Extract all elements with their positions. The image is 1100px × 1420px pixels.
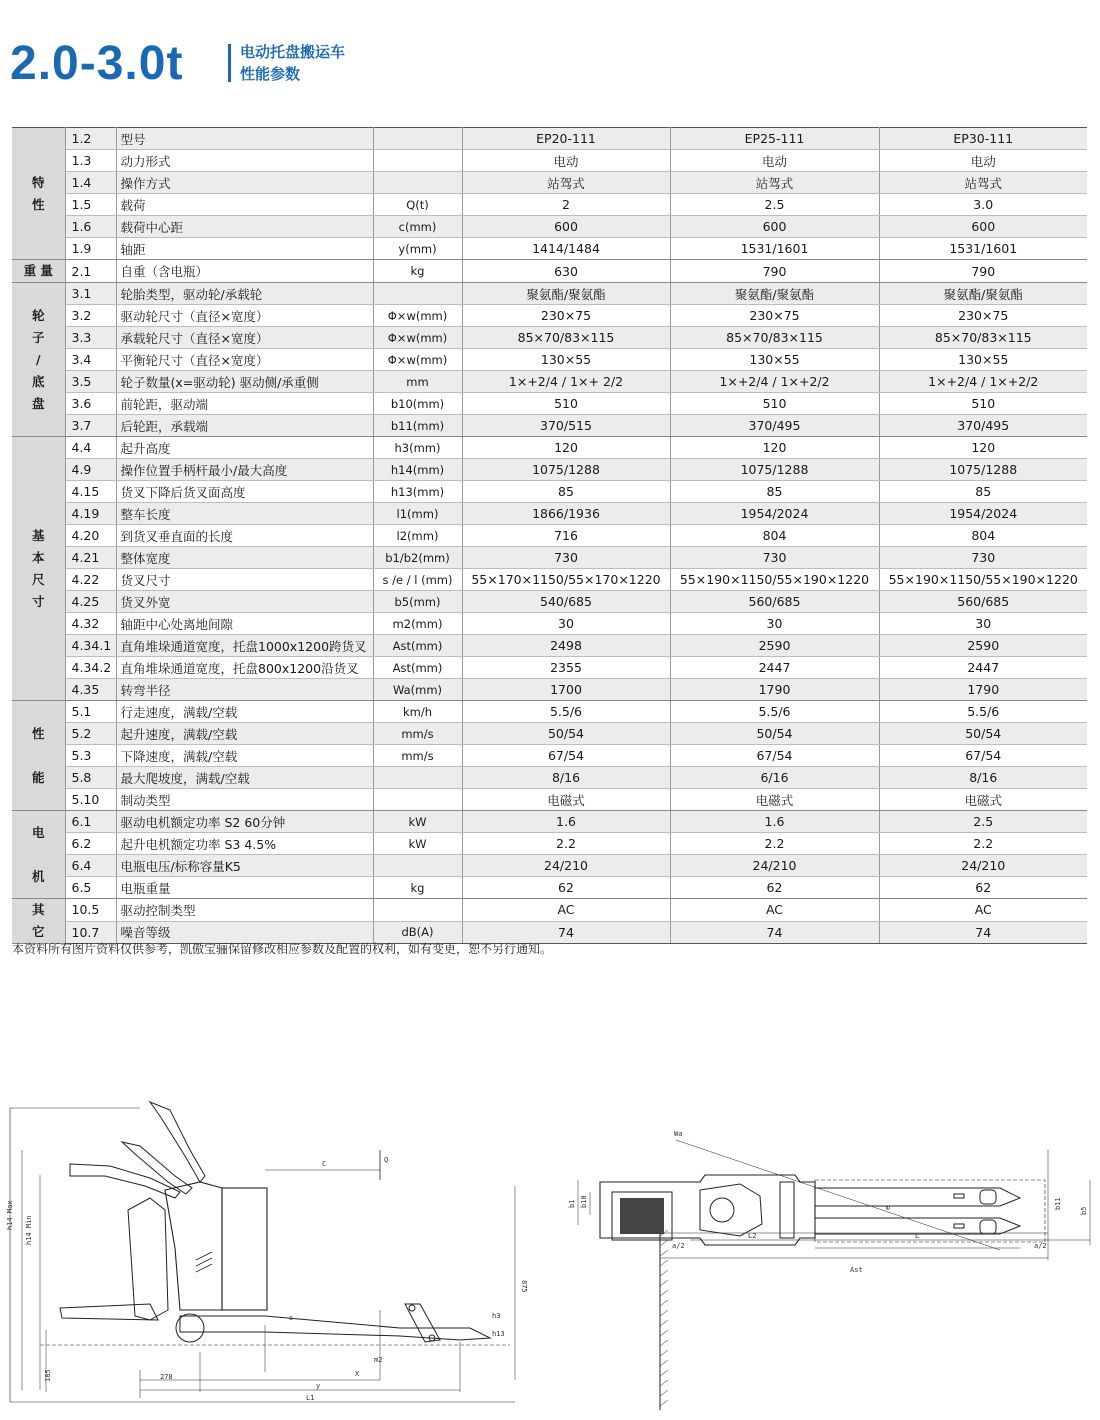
label-h13: h13 — [492, 1330, 505, 1338]
row-item: 轴距中心处离地间隙 — [116, 613, 373, 635]
row-item: 载荷中心距 — [116, 216, 373, 238]
row-item: 货叉下降后货叉面高度 — [116, 481, 373, 503]
row-number: 4.34.1 — [65, 635, 116, 657]
value-ep20: 电动 — [462, 150, 670, 172]
row-number: 4.15 — [65, 481, 116, 503]
row-unit — [373, 128, 462, 150]
value-ep25: 74 — [670, 921, 879, 944]
row-item: 自重（含电瓶） — [116, 260, 373, 283]
value-ep30: EP30-111 — [879, 128, 1087, 150]
label-l2: L2 — [748, 1232, 757, 1240]
row-item: 后轮距，承载端 — [116, 415, 373, 437]
value-ep25: 804 — [670, 525, 879, 547]
row-unit: b11(mm) — [373, 415, 462, 437]
row-number: 6.1 — [65, 811, 116, 833]
row-unit: dB(A) — [373, 921, 462, 944]
spec-row — [12, 128, 1087, 150]
spec-row — [12, 437, 1087, 459]
value-ep20: 聚氨酯/聚氨酯 — [462, 283, 670, 305]
value-ep20: 510 — [462, 393, 670, 415]
row-item: 整体宽度 — [116, 547, 373, 569]
label-ast: Ast — [850, 1266, 863, 1274]
row-item: 起升高度 — [116, 437, 373, 459]
row-number: 4.35 — [65, 679, 116, 701]
spec-row — [12, 481, 1087, 503]
row-number: 1.6 — [65, 216, 116, 238]
row-item: 驱动轮尺寸（直径×宽度） — [116, 305, 373, 327]
row-number: 3.4 — [65, 349, 116, 371]
row-number: 4.21 — [65, 547, 116, 569]
value-ep30: 55×190×1150/55×190×1220 — [879, 569, 1087, 591]
value-ep30: 2447 — [879, 657, 1087, 679]
value-ep25: EP25-111 — [670, 128, 879, 150]
row-item: 平衡轮尺寸（直径×宽度） — [116, 349, 373, 371]
spec-row — [12, 569, 1087, 591]
spec-row — [12, 723, 1087, 745]
row-number: 5.2 — [65, 723, 116, 745]
value-ep25: 电磁式 — [670, 789, 879, 811]
row-unit: kW — [373, 811, 462, 833]
value-ep25: 85×70/83×115 — [670, 327, 879, 349]
row-unit: Ast(mm) — [373, 657, 462, 679]
value-ep20: 85×70/83×115 — [462, 327, 670, 349]
spec-row — [12, 150, 1087, 172]
value-ep30: 62 — [879, 877, 1087, 899]
spec-row — [12, 635, 1087, 657]
row-item: 起升速度，满载/空载 — [116, 723, 373, 745]
row-number: 6.2 — [65, 833, 116, 855]
value-ep30: 230×75 — [879, 305, 1087, 327]
value-ep20: 30 — [462, 613, 670, 635]
row-item: 承载轮尺寸（直径×宽度） — [116, 327, 373, 349]
value-ep30: 2590 — [879, 635, 1087, 657]
value-ep20: 8/16 — [462, 767, 670, 789]
value-ep30: 站驾式 — [879, 172, 1087, 194]
top-view-drawing — [578, 1140, 1090, 1410]
label-b11: b11 — [1054, 1197, 1062, 1210]
value-ep25: 62 — [670, 877, 879, 899]
group-label-weight: 重 量 — [12, 260, 65, 283]
value-ep25: 790 — [670, 260, 879, 283]
value-ep20: 600 — [462, 216, 670, 238]
row-unit: mm — [373, 371, 462, 393]
value-ep20: 1.6 — [462, 811, 670, 833]
row-number: 1.2 — [65, 128, 116, 150]
spec-row — [12, 260, 1087, 283]
row-unit: h14(mm) — [373, 459, 462, 481]
row-number: 2.1 — [65, 260, 116, 283]
value-ep30: 1×+2/4 / 1×+2/2 — [879, 371, 1087, 393]
value-ep20: 62 — [462, 877, 670, 899]
spec-row — [12, 525, 1087, 547]
label-h14-min: h14 Min — [25, 1215, 33, 1245]
row-number: 5.3 — [65, 745, 116, 767]
value-ep30: 电动 — [879, 150, 1087, 172]
value-ep30: 电磁式 — [879, 789, 1087, 811]
value-ep30: AC — [879, 899, 1087, 922]
row-item: 最大爬坡度，满载/空载 — [116, 767, 373, 789]
label-278: 278 — [160, 1373, 173, 1381]
label-l1: L1 — [306, 1394, 315, 1402]
value-ep25: 2590 — [670, 635, 879, 657]
spec-row — [12, 415, 1087, 437]
row-item: 下降速度，满载/空载 — [116, 745, 373, 767]
value-ep30: 67/54 — [879, 745, 1087, 767]
row-unit: Wa(mm) — [373, 679, 462, 701]
value-ep25: 6/16 — [670, 767, 879, 789]
value-ep25: 120 — [670, 437, 879, 459]
spec-table — [12, 127, 1087, 944]
spec-row — [12, 393, 1087, 415]
row-number: 6.5 — [65, 877, 116, 899]
value-ep20: 50/54 — [462, 723, 670, 745]
value-ep20: 1700 — [462, 679, 670, 701]
group-label-dimensions: 基 本 尺 寸 — [12, 437, 65, 701]
label-h3: h3 — [492, 1312, 501, 1320]
row-number: 3.7 — [65, 415, 116, 437]
label-h14-max: h14 Max — [6, 1200, 14, 1230]
row-item: 噪音等级 — [116, 921, 373, 944]
value-ep20: 55×170×1150/55×170×1220 — [462, 569, 670, 591]
row-unit — [373, 150, 462, 172]
spec-row — [12, 238, 1087, 260]
spec-row — [12, 305, 1087, 327]
row-item: 货叉尺寸 — [116, 569, 373, 591]
row-number: 4.22 — [65, 569, 116, 591]
label-a2-left: a/2 — [672, 1242, 685, 1250]
value-ep20: 站驾式 — [462, 172, 670, 194]
row-unit: Φ×w(mm) — [373, 327, 462, 349]
row-unit: l2(mm) — [373, 525, 462, 547]
value-ep30: 1954/2024 — [879, 503, 1087, 525]
title-line-2: 性能参数 — [240, 65, 301, 83]
label-875: 875 — [520, 1280, 528, 1293]
row-unit — [373, 789, 462, 811]
value-ep25: 130×55 — [670, 349, 879, 371]
row-unit: c(mm) — [373, 216, 462, 238]
row-item: 轴距 — [116, 238, 373, 260]
row-number: 4.32 — [65, 613, 116, 635]
row-unit: Φ×w(mm) — [373, 349, 462, 371]
label-x: X — [355, 1370, 360, 1378]
value-ep30: 120 — [879, 437, 1087, 459]
label-e: e — [884, 1205, 892, 1210]
value-ep20: 74 — [462, 921, 670, 944]
value-ep30: 30 — [879, 613, 1087, 635]
label-b1: b1 — [568, 1199, 576, 1208]
row-unit: Φ×w(mm) — [373, 305, 462, 327]
group-label-performance: 性 能 — [12, 701, 65, 811]
value-ep25: 24/210 — [670, 855, 879, 877]
row-unit: Ast(mm) — [373, 635, 462, 657]
spec-row — [12, 811, 1087, 833]
spec-row — [12, 371, 1087, 393]
value-ep25: 站驾式 — [670, 172, 879, 194]
row-number: 5.1 — [65, 701, 116, 723]
row-number: 4.19 — [65, 503, 116, 525]
row-number: 3.3 — [65, 327, 116, 349]
value-ep25: 2447 — [670, 657, 879, 679]
row-number: 10.5 — [65, 899, 116, 922]
value-ep25: 1531/1601 — [670, 238, 879, 260]
spec-row — [12, 657, 1087, 679]
value-ep25: 370/495 — [670, 415, 879, 437]
value-ep25: 2.5 — [670, 194, 879, 216]
value-ep25: 聚氨酯/聚氨酯 — [670, 283, 879, 305]
spec-row — [12, 899, 1087, 922]
spec-row — [12, 503, 1087, 525]
value-ep20: 67/54 — [462, 745, 670, 767]
value-ep25: 560/685 — [670, 591, 879, 613]
value-ep20: 130×55 — [462, 349, 670, 371]
value-ep20: 730 — [462, 547, 670, 569]
value-ep30: 85 — [879, 481, 1087, 503]
row-item: 起升电机额定功率 S3 4.5% — [116, 833, 373, 855]
row-item: 载荷 — [116, 194, 373, 216]
value-ep20: 716 — [462, 525, 670, 547]
row-unit: kg — [373, 260, 462, 283]
row-unit: Q(t) — [373, 194, 462, 216]
row-unit: h13(mm) — [373, 481, 462, 503]
capacity-title: 2.0-3.0t — [10, 37, 184, 90]
value-ep30: 804 — [879, 525, 1087, 547]
value-ep25: 5.5/6 — [670, 701, 879, 723]
row-item: 货叉外宽 — [116, 591, 373, 613]
spec-row — [12, 789, 1087, 811]
label-b5: b5 — [1080, 1206, 1088, 1215]
row-number: 3.2 — [65, 305, 116, 327]
value-ep20: 2498 — [462, 635, 670, 657]
value-ep30: 3.0 — [879, 194, 1087, 216]
value-ep30: 2.5 — [879, 811, 1087, 833]
value-ep20: 1866/1936 — [462, 503, 670, 525]
value-ep20: 1075/1288 — [462, 459, 670, 481]
row-item: 到货叉垂直面的长度 — [116, 525, 373, 547]
row-item: 操作位置手柄杆最小/最大高度 — [116, 459, 373, 481]
label-c: C — [322, 1160, 327, 1168]
row-number: 6.4 — [65, 855, 116, 877]
row-number: 5.10 — [65, 789, 116, 811]
value-ep30: 2.2 — [879, 833, 1087, 855]
value-ep20: 1×+2/4 / 1×+ 2/2 — [462, 371, 670, 393]
row-unit: kg — [373, 877, 462, 899]
value-ep30: 8/16 — [879, 767, 1087, 789]
value-ep30: 600 — [879, 216, 1087, 238]
label-a2-right: a/2 — [1034, 1242, 1047, 1250]
value-ep30: 130×55 — [879, 349, 1087, 371]
row-item: 操作方式 — [116, 172, 373, 194]
value-ep30: 85×70/83×115 — [879, 327, 1087, 349]
row-number: 1.3 — [65, 150, 116, 172]
row-unit: mm/s — [373, 745, 462, 767]
row-item: 行走速度，满载/空载 — [116, 701, 373, 723]
row-item: 电瓶电压/标称容量K5 — [116, 855, 373, 877]
spec-row — [12, 767, 1087, 789]
value-ep25: 1954/2024 — [670, 503, 879, 525]
value-ep25: 55×190×1150/55×190×1220 — [670, 569, 879, 591]
spec-row — [12, 679, 1087, 701]
value-ep25: 50/54 — [670, 723, 879, 745]
value-ep30: 5.5/6 — [879, 701, 1087, 723]
value-ep20: 630 — [462, 260, 670, 283]
value-ep30: 1531/1601 — [879, 238, 1087, 260]
row-number: 3.6 — [65, 393, 116, 415]
row-unit — [373, 767, 462, 789]
value-ep20: 2.2 — [462, 833, 670, 855]
row-item: 型号 — [116, 128, 373, 150]
value-ep30: 74 — [879, 921, 1087, 944]
row-item: 前轮距，驱动端 — [116, 393, 373, 415]
row-number: 4.9 — [65, 459, 116, 481]
spec-row — [12, 327, 1087, 349]
value-ep25: 67/54 — [670, 745, 879, 767]
disclaimer-note: 本资料所有图片资料仅供参考，凯傲宝骊保留修改相应参数及配置的权利，如有变更，恕不另行通知。 — [12, 942, 553, 956]
value-ep30: 1790 — [879, 679, 1087, 701]
value-ep20: 2355 — [462, 657, 670, 679]
row-item: 驱动控制类型 — [116, 899, 373, 922]
spec-row — [12, 877, 1087, 899]
row-unit: mm/s — [373, 723, 462, 745]
title-divider — [228, 44, 231, 82]
row-unit: b5(mm) — [373, 591, 462, 613]
spec-row — [12, 216, 1087, 238]
row-item: 直角堆垛通道宽度，托盘800x1200沿货叉 — [116, 657, 373, 679]
value-ep20: AC — [462, 899, 670, 922]
value-ep20: EP20-111 — [462, 128, 670, 150]
value-ep25: 1075/1288 — [670, 459, 879, 481]
value-ep30: 聚氨酯/聚氨酯 — [879, 283, 1087, 305]
row-unit — [373, 899, 462, 922]
value-ep25: 730 — [670, 547, 879, 569]
value-ep25: 1×+2/4 / 1×+2/2 — [670, 371, 879, 393]
row-unit — [373, 172, 462, 194]
spec-row — [12, 701, 1087, 723]
value-ep30: 24/210 — [879, 855, 1087, 877]
value-ep25: 电动 — [670, 150, 879, 172]
row-item: 动力形式 — [116, 150, 373, 172]
row-item: 制动类型 — [116, 789, 373, 811]
value-ep20: 370/515 — [462, 415, 670, 437]
row-unit: kW — [373, 833, 462, 855]
row-number: 1.5 — [65, 194, 116, 216]
value-ep20: 120 — [462, 437, 670, 459]
value-ep20: 230×75 — [462, 305, 670, 327]
value-ep20: 电磁式 — [462, 789, 670, 811]
spec-row — [12, 459, 1087, 481]
value-ep25: 600 — [670, 216, 879, 238]
spec-row — [12, 547, 1087, 569]
row-unit: b1/b2(mm) — [373, 547, 462, 569]
value-ep25: 1790 — [670, 679, 879, 701]
row-item: 电瓶重量 — [116, 877, 373, 899]
value-ep30: 370/495 — [879, 415, 1087, 437]
value-ep30: 730 — [879, 547, 1087, 569]
spec-row — [12, 283, 1087, 305]
row-unit — [373, 283, 462, 305]
row-unit: m2(mm) — [373, 613, 462, 635]
value-ep25: 2.2 — [670, 833, 879, 855]
value-ep20: 2 — [462, 194, 670, 216]
row-number: 1.9 — [65, 238, 116, 260]
spec-row — [12, 833, 1087, 855]
spec-row — [12, 591, 1087, 613]
row-number: 10.7 — [65, 921, 116, 944]
group-label-other: 其 它 — [12, 899, 65, 944]
label-m2: m2 — [374, 1356, 383, 1364]
row-number: 4.4 — [65, 437, 116, 459]
label-wa: Wa — [674, 1130, 683, 1138]
group-label-motor: 电 机 — [12, 811, 65, 899]
spec-row — [12, 349, 1087, 371]
row-item: 轮胎类型，驱动轮/承载轮 — [116, 283, 373, 305]
spec-row — [12, 172, 1087, 194]
value-ep25: 230×75 — [670, 305, 879, 327]
row-unit: b10(mm) — [373, 393, 462, 415]
row-item: 轮子数量(x=驱动轮) 驱动侧/承重侧 — [116, 371, 373, 393]
row-number: 4.25 — [65, 591, 116, 613]
label-s: s — [289, 1314, 294, 1322]
spec-row — [12, 194, 1087, 216]
spec-row — [12, 613, 1087, 635]
value-ep20: 85 — [462, 481, 670, 503]
technical-drawings — [0, 1080, 1100, 1420]
row-number: 5.8 — [65, 767, 116, 789]
label-185: 185 — [44, 1369, 52, 1382]
spec-row — [12, 855, 1087, 877]
value-ep30: 50/54 — [879, 723, 1087, 745]
row-number: 1.4 — [65, 172, 116, 194]
group-label-chassis: 轮 子 / 底 盘 — [12, 283, 65, 437]
row-item: 直角堆垛通道宽度，托盘1000x1200跨货叉 — [116, 635, 373, 657]
value-ep20: 1414/1484 — [462, 238, 670, 260]
row-number: 3.5 — [65, 371, 116, 393]
title-line-1: 电动托盘搬运车 — [240, 43, 346, 61]
label-q: Q — [384, 1156, 389, 1164]
value-ep25: 85 — [670, 481, 879, 503]
value-ep30: 1075/1288 — [879, 459, 1087, 481]
value-ep25: 1.6 — [670, 811, 879, 833]
value-ep25: 30 — [670, 613, 879, 635]
row-item: 整车长度 — [116, 503, 373, 525]
row-unit: km/h — [373, 701, 462, 723]
label-b10: b10 — [580, 1195, 588, 1208]
label-y: y — [316, 1382, 321, 1390]
row-item: 驱动电机额定功率 S2 60分钟 — [116, 811, 373, 833]
row-number: 4.20 — [65, 525, 116, 547]
value-ep20: 540/685 — [462, 591, 670, 613]
row-unit — [373, 855, 462, 877]
row-unit: h3(mm) — [373, 437, 462, 459]
row-number: 4.34.2 — [65, 657, 116, 679]
value-ep30: 560/685 — [879, 591, 1087, 613]
value-ep30: 790 — [879, 260, 1087, 283]
group-label-features: 特 性 — [12, 128, 65, 260]
value-ep25: AC — [670, 899, 879, 922]
value-ep20: 24/210 — [462, 855, 670, 877]
value-ep30: 510 — [879, 393, 1087, 415]
spec-row — [12, 745, 1087, 767]
side-view-drawing — [10, 1102, 515, 1402]
row-number: 3.1 — [65, 283, 116, 305]
row-unit: s /e / l (mm) — [373, 569, 462, 591]
row-item: 转弯半径 — [116, 679, 373, 701]
value-ep25: 510 — [670, 393, 879, 415]
row-unit: l1(mm) — [373, 503, 462, 525]
value-ep20: 5.5/6 — [462, 701, 670, 723]
label-l: L — [915, 1232, 920, 1240]
row-unit: y(mm) — [373, 238, 462, 260]
